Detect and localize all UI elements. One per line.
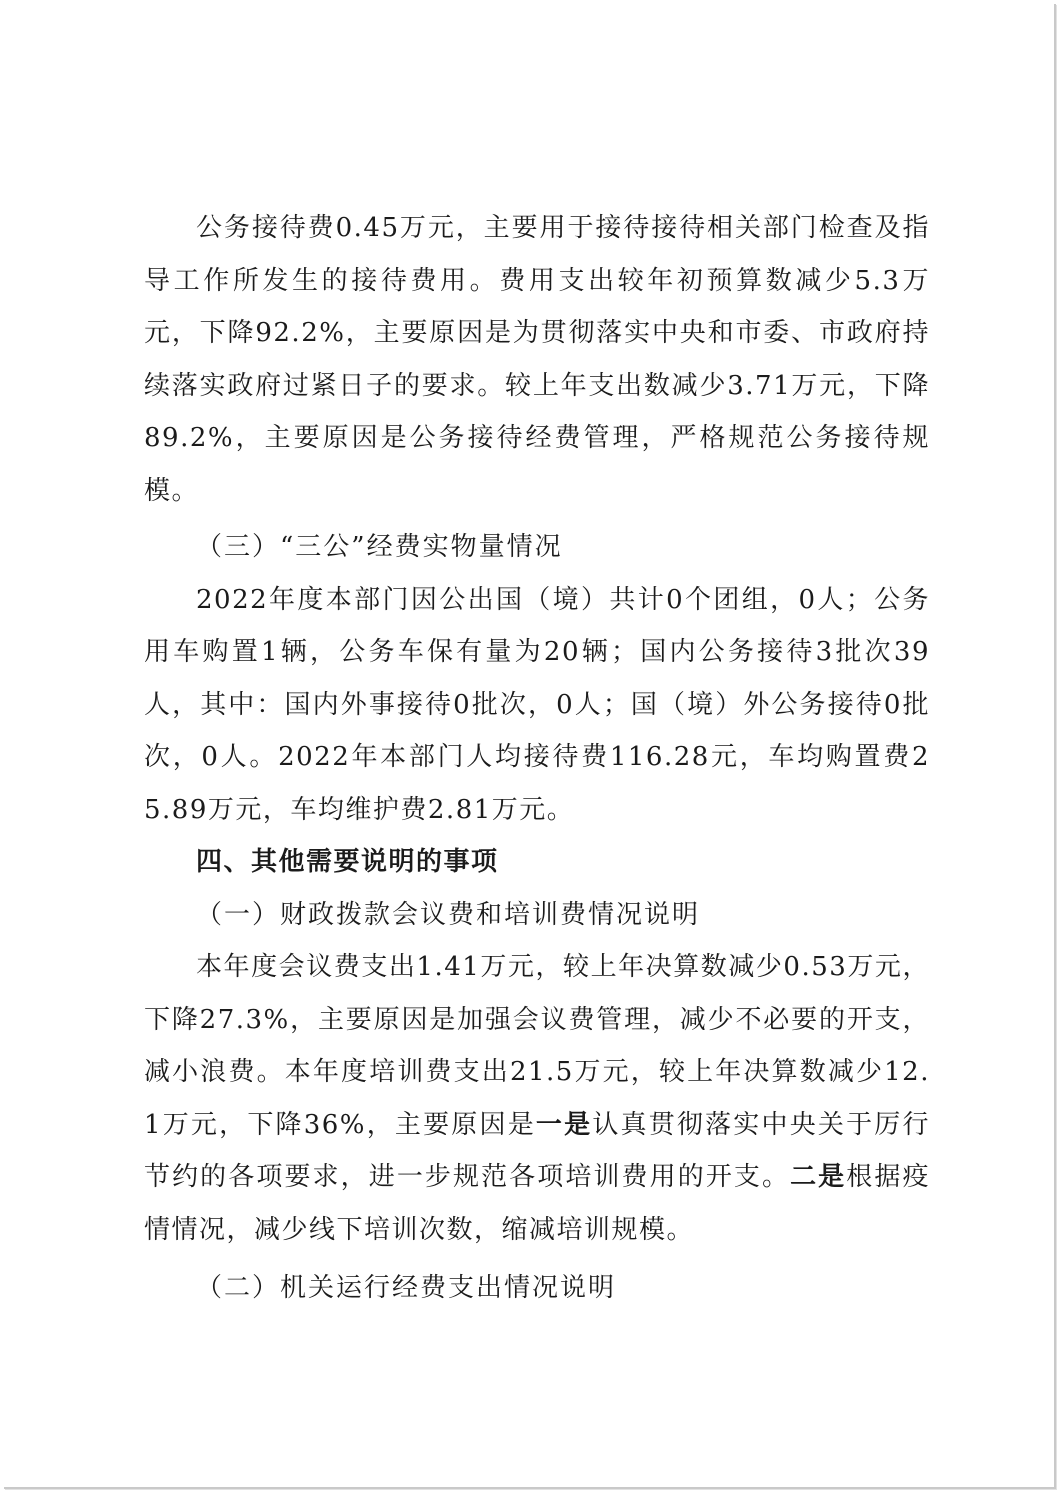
heading-agency-operating-expenses: （二）机关运行经费支出情况说明 [196, 1273, 617, 1303]
paragraph-physical-quantity: 2022年度本部门因公出国（境）共计0个团组，0人；公务用车购置1辆，公务车保有量为20辆；国内公务接待3批次39人，其中：国内外事接待0批次，0人；国（境）外公务接待0批次，0人。2022年本部门人均接待费116.28元，车均购置费25.89万元，车均维护费2.81万元。 [144, 584, 930, 825]
document-body [144, 202, 930, 1315]
emphasis-second: 二是 [790, 1162, 847, 1192]
emphasis-first: 一是 [535, 1109, 593, 1140]
heading-three-public-physical-quantity: （三）“三公”经费实物量情况 [196, 532, 563, 562]
paragraph-meeting-training-part-b: 认真贯彻落实中央关于厉行节约的各项要求，进一步规范各项培训费用的开支。 [144, 1109, 930, 1192]
paragraph-meeting-training [144, 941, 930, 1256]
paragraph-reception-expense: 公务接待费0.45万元，主要用于接待接待相关部门检查及指导工作所发生的接待费用。费用支出较年初预算数减少5.3万元，下降92.2%，主要原因是为贯彻落实中央和市委、市政府持续落实政府过紧日子的要求。较上年支出数减少3.71万元，下降89.2%，主要原因是公务接待经费管理，严格规范公务接待规模。 [144, 213, 930, 506]
heading-meeting-training-fees: （一）财政拨款会议费和培训费情况说明 [196, 899, 701, 930]
paragraph-meeting-training-part-a: 本年度会议费支出1.41万元，较上年决算数减少0.53万元，下降27.3%，主要原因是加强会议费管理，减少不必要的开支，减小浪费。本年度培训费支出21.5万元，较上年决算数减少12.1万元，下降36%，主要原因是 [144, 952, 930, 1140]
paragraph-meeting-training-part-c: 根据疫情情况，减少线下培训次数，缩减培训规模。 [144, 1162, 930, 1245]
document-page [4, 4, 1056, 1489]
heading-other-matters: 四、其他需要说明的事项 [196, 847, 499, 877]
